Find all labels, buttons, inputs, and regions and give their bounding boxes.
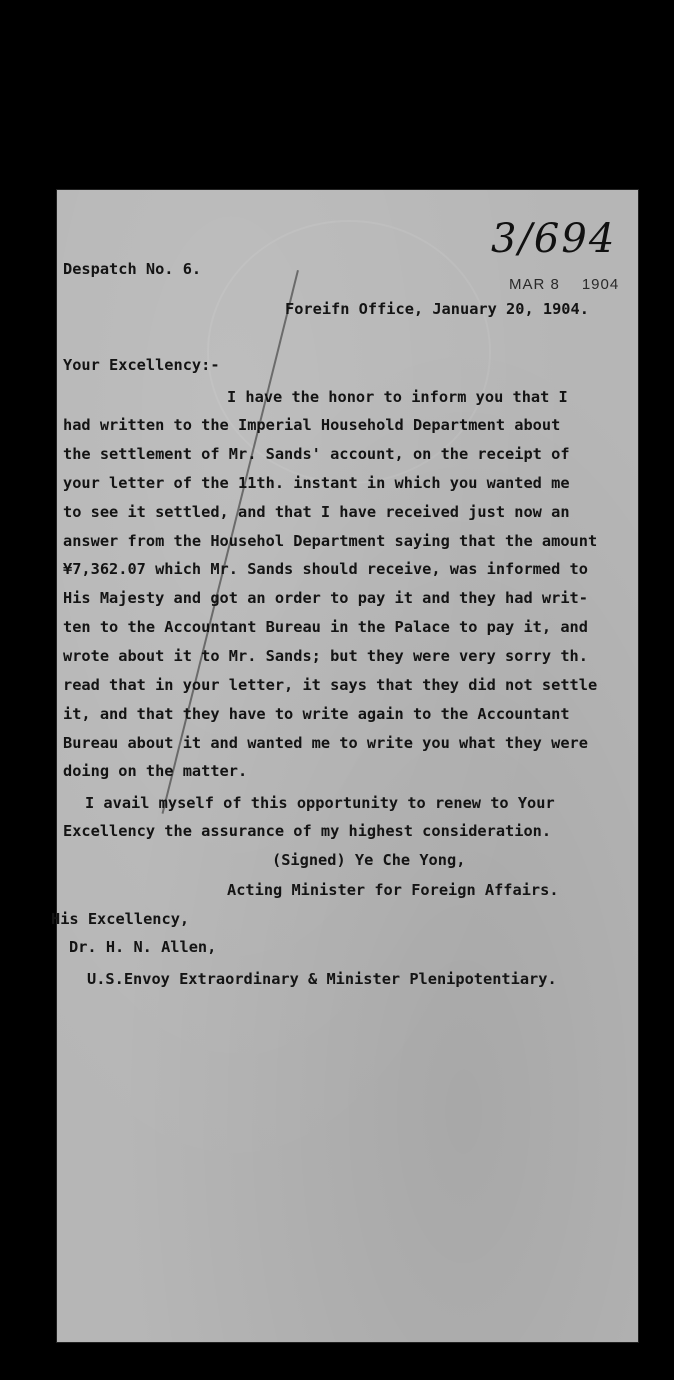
body-line: ¥7,362.07 which Mr. Sands should receive, was informed to [63, 560, 588, 578]
document-sheet [51, 190, 638, 1342]
addressee-line: U.S.Envoy Extraordinary & Minister Plenipotentiary. [87, 970, 557, 988]
salutation: Your Excellency:- [63, 356, 220, 374]
body-line: the settlement of Mr. Sands' account, on the receipt of [63, 445, 570, 463]
body-line: Bureau about it and wanted me to write you what they were [63, 734, 588, 752]
stamp-year: 1904 [581, 276, 620, 293]
body-line: wrote about it to Mr. Sands; but they were very sorry th. [63, 647, 588, 665]
signer-title: Acting Minister for Foreign Affairs. [227, 881, 559, 899]
closing-line: I avail myself of this opportunity to renew to Your [85, 794, 555, 812]
body-line: had written to the Imperial Household Department about [63, 416, 561, 434]
body-line: I have the honor to inform you that I [227, 388, 568, 406]
despatch-number: Despatch No. 6. [63, 260, 202, 278]
body-line: ten to the Accountant Bureau in the Palace to pay it, and [63, 618, 588, 636]
place-and-date: Foreifn Office, January 20, 1904. [285, 300, 589, 318]
signature: (Signed) Ye Che Yong, [272, 851, 466, 869]
body-line: answer from the Househol Department saying that the amount [63, 532, 598, 550]
addressee-line: His Excellency, [51, 910, 190, 928]
body-line: doing on the matter. [63, 762, 248, 780]
body-line: your letter of the 11th. instant in which you wanted me [63, 474, 570, 492]
addressee-line: Dr. H. N. Allen, [69, 938, 217, 956]
body-line: to see it settled, and that I have received just now an [63, 503, 570, 521]
stamp-month-day: MAR 8 [509, 276, 560, 293]
body-line: read that in your letter, it says that they did not settle [63, 676, 598, 694]
received-date-stamp [509, 276, 619, 293]
body-line: it, and that they have to write again to the Accountant [63, 705, 570, 723]
handwritten-file-number: 3/694 [491, 216, 617, 262]
body-line: His Majesty and got an order to pay it and they had writ- [63, 589, 588, 607]
closing-line: Excellency the assurance of my highest consideration. [63, 822, 552, 840]
